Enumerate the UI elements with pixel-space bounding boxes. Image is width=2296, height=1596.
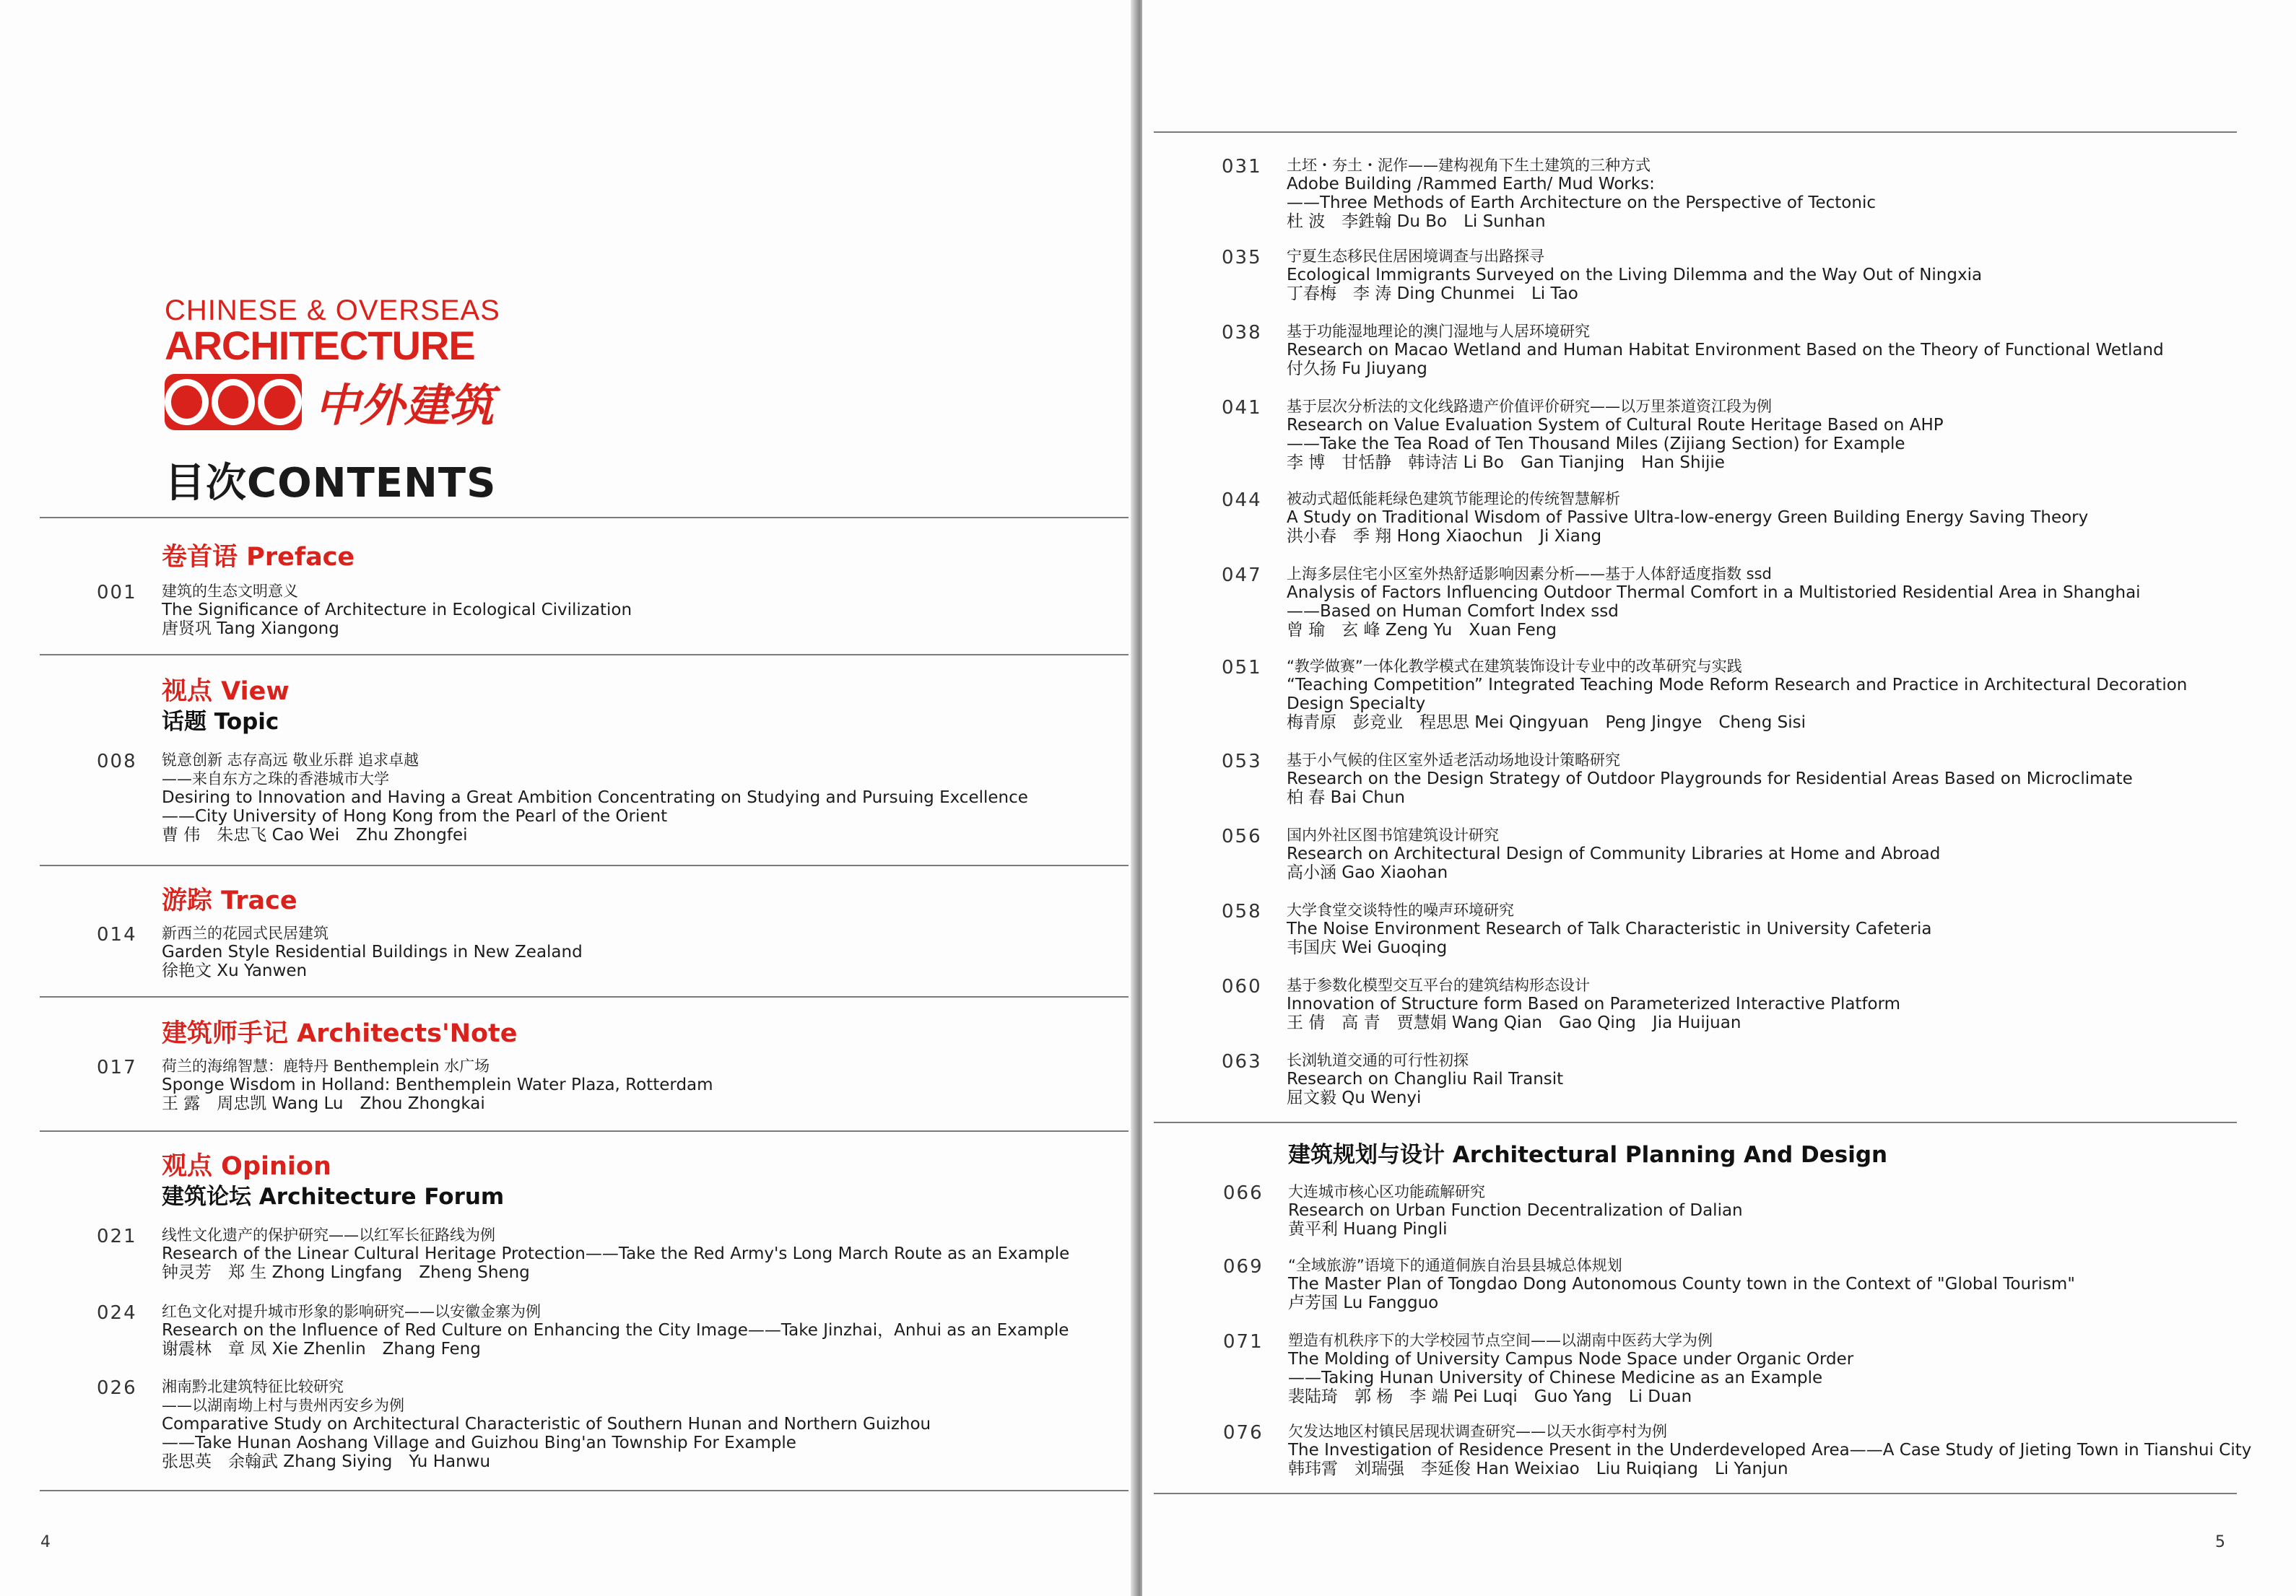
page-number: 031 (1222, 156, 1262, 178)
section-divider (40, 996, 1129, 998)
toc-entry[interactable] (97, 751, 1028, 845)
page-number: 035 (1222, 247, 1262, 269)
section-view (162, 676, 290, 736)
entry-title-en: Garden Style Residential Buildings in New Zealand (162, 943, 583, 961)
entry-title-cn: 塑造有机秩序下的大学校园节点空间——以湖南中医药大学为例 (1288, 1332, 1713, 1349)
page-number: 041 (1222, 397, 1262, 419)
toc-entry[interactable] (1222, 156, 1876, 231)
entry-title-en: Research of the Linear Cultural Heritage Protection——Take the Red Army's Long March Route as an Example (162, 1244, 1070, 1263)
page-number: 063 (1222, 1051, 1262, 1073)
entry-title-en: Research on the Design Strategy of Outdoor Playgrounds for Residential Areas Based on Microclimate (1287, 769, 2133, 788)
page-number: 058 (1222, 901, 1262, 923)
toc-entry[interactable] (1222, 901, 1932, 957)
entry-title-en: Ecological Immigrants Surveyed on the Living Dilemma and the Way Out of Ningxia (1287, 266, 1983, 284)
toc-entry[interactable] (1222, 397, 1944, 472)
toc-entry[interactable] (97, 924, 583, 980)
entry-authors: 王 露 周忠凯 Wang Lu Zhou Zhongkai (162, 1094, 485, 1113)
entry-subtitle-en: ——City University of Hong Kong from the Pearl of the Orient (162, 807, 668, 826)
toc-entry[interactable] (97, 1226, 1070, 1282)
entry-title-en: Analysis of Factors Influencing Outdoor Thermal Comfort in a Multistoried Residential Area in Shanghai (1287, 583, 2141, 602)
entry-subtitle-cn: ——来自东方之珠的香港城市大学 (162, 770, 389, 788)
toc-entry[interactable] (1222, 489, 2089, 546)
entry-title-cn: 基于层次分析法的文化线路遗产价值评价研究——以万里茶道资江段为例 (1287, 398, 1772, 415)
section-subtitle: 话题 Topic (162, 709, 279, 735)
page-number: 076 (1223, 1422, 1264, 1444)
coa-emblem-icon (165, 374, 302, 430)
page-number: 038 (1222, 322, 1262, 344)
entry-authors: 王 倩 高 青 贾慧娟 Wang Qian Gao Qing Jia Huijuan (1287, 1013, 1741, 1032)
entry-title-en: The Significance of Architecture in Ecological Civilization (162, 601, 632, 619)
page-number: 026 (97, 1377, 137, 1399)
entry-subtitle-en: ——Taking Hunan University of Chinese Medicine as an Example (1288, 1369, 1823, 1387)
entry-title-cn: 大学食堂交谈特性的噪声环境研究 (1287, 902, 1514, 919)
entry-title-cn: 长浏轨道交通的可行性初探 (1287, 1052, 1469, 1069)
entry-authors: 钟灵芳 郑 生 Zhong Lingfang Zheng Sheng (162, 1263, 530, 1282)
toc-entry[interactable] (1222, 1051, 1564, 1107)
entry-title-en: “Teaching Competition” Integrated Teaching Mode Reform Research and Practice in Architectural Decoration (1287, 676, 2188, 694)
entry-title-cn: 基于功能湿地理论的澳门湿地与人居环境研究 (1287, 323, 1590, 340)
entry-title-cn: 欠发达地区村镇民居现状调查研究——以天水街亭村为例 (1288, 1423, 1667, 1440)
entry-authors: 张思英 余翰武 Zhang Siying Yu Hanwu (162, 1452, 491, 1471)
toc-entry[interactable] (1223, 1182, 1743, 1239)
entry-title-cn: 锐意创新 志存高远 敬业乐群 追求卓越 (162, 751, 419, 769)
toc-entry[interactable] (97, 1377, 931, 1471)
entry-authors: 韩玮霄 刘瑞强 李延俊 Han Weixiao Liu Ruiqiang Li Yanjun (1288, 1460, 1788, 1478)
entry-title-en: Research on Urban Function Decentralization of Dalian (1288, 1201, 1743, 1220)
entry-title-en: Comparative Study on Architectural Characteristic of Southern Hunan and Northern Guizhou (162, 1415, 931, 1434)
entry-title-en: Innovation of Structure form Based on Parameterized Interactive Platform (1287, 995, 1901, 1013)
toc-entry[interactable] (1222, 976, 1901, 1032)
section-title: 卷首语 Preface (162, 543, 355, 572)
entry-subtitle-en: ——Take the Tea Road of Ten Thousand Miles (Zijiang Section) for Example (1287, 435, 1905, 453)
toc-entry[interactable] (1223, 1331, 1854, 1406)
page-number: 024 (97, 1302, 137, 1324)
page-folio-right: 5 (2215, 1533, 2225, 1551)
section-title: 建筑师手记 Architects'Note (162, 1019, 518, 1048)
toc-entry[interactable] (97, 1302, 1069, 1359)
entry-title-en: Research on Macao Wetland and Human Habitat Environment Based on the Theory of Functional Wetland (1287, 341, 2164, 359)
entry-subtitle-en: ——Three Methods of Earth Architecture on the Perspective of Tectonic (1287, 193, 1876, 212)
entry-subtitle-cn: ——以湖南坳上村与贵州丙安乡为例 (162, 1397, 404, 1414)
left-page (0, 0, 1135, 1596)
entry-authors: 黄平利 Huang Pingli (1288, 1220, 1448, 1239)
section-divider (1154, 131, 2237, 133)
entry-authors: 屈文毅 Qu Wenyi (1287, 1089, 1422, 1107)
section-opinion (162, 1151, 504, 1211)
page-number: 044 (1222, 489, 1262, 511)
page-number: 053 (1222, 751, 1262, 772)
entry-authors: 高小涵 Gao Xiaohan (1287, 863, 1448, 882)
entry-title-en: The Master Plan of Tongdao Dong Autonomous County town in the Context of "Global Tourism" (1288, 1275, 2075, 1294)
entry-title-cn: 土坯・夯土・泥作——建构视角下生土建筑的三种方式 (1287, 157, 1651, 174)
section-divider (40, 1130, 1129, 1132)
section-architects-note (162, 1018, 518, 1050)
entry-title-cn: 大连城市核心区功能疏解研究 (1288, 1183, 1485, 1200)
section-divider (40, 1490, 1129, 1491)
toc-entry[interactable] (97, 582, 632, 638)
entry-title-en: The Investigation of Residence Present in the Underdeveloped Area——A Case Study of Jieting Town in Tianshui City (1288, 1441, 2252, 1460)
section-title: 游踪 Trace (162, 886, 297, 915)
page-number: 014 (97, 924, 137, 946)
entry-authors: 杜 波 李鉎翰 Du Bo Li Sunhan (1287, 212, 1546, 231)
entry-title-en: A Study on Traditional Wisdom of Passive Ultra-low-energy Green Building Energy Saving Theory (1287, 508, 2089, 527)
toc-entry[interactable] (97, 1057, 713, 1113)
toc-entry[interactable] (1223, 1422, 2252, 1478)
page-number: 051 (1222, 657, 1262, 679)
entry-title-cn: 宁夏生态移民住居困境调查与出路探寻 (1287, 248, 1544, 265)
section-divider (1154, 1493, 2237, 1494)
entry-title-en: Sponge Wisdom in Holland: Benthemplein Water Plaza, Rotterdam (162, 1076, 713, 1094)
toc-entry[interactable] (1222, 322, 2164, 378)
entry-authors: 唐贤巩 Tang Xiangong (162, 619, 339, 638)
entry-title-en: Research on Value Evaluation System of Cultural Route Heritage Based on AHP (1287, 416, 1944, 435)
entry-title-cn: 线性文化遗产的保护研究——以红军长征路线为例 (162, 1226, 495, 1244)
entry-title-cn: 红色文化对提升城市形象的影响研究——以安徽金寨为例 (162, 1303, 541, 1320)
section-title: 观点 Opinion (162, 1152, 331, 1181)
entry-title-en-cont: Design Specialty (1287, 694, 1426, 713)
section-title: 建筑规划与设计 Architectural Planning And Design (1288, 1142, 1888, 1168)
entry-authors: 丁春梅 李 涛 Ding Chunmei Li Tao (1287, 284, 1578, 303)
entry-title-en: The Molding of University Campus Node Space under Organic Order (1288, 1350, 1854, 1369)
toc-entry[interactable] (1222, 826, 1941, 882)
entry-title-en: Desiring to Innovation and Having a Great Ambition Concentrating on Studying and Pursuing Excellence (162, 788, 1028, 807)
entry-authors: 谢震林 章 凤 Xie Zhenlin Zhang Feng (162, 1340, 481, 1359)
page-number: 060 (1222, 976, 1262, 998)
toc-entry[interactable] (1222, 751, 2133, 807)
entry-title-en: Research on the Influence of Red Culture on Enhancing the City Image——Take Jinzhai，Anhui as an Example (162, 1321, 1069, 1340)
page-number: 069 (1223, 1256, 1264, 1278)
section-preface (162, 541, 355, 573)
page-number: 056 (1222, 826, 1262, 847)
entry-authors: 韦国庆 Wei Guoqing (1287, 938, 1448, 957)
entry-title-en: Adobe Building /Rammed Earth/ Mud Works: (1287, 175, 1655, 193)
page-number: 017 (97, 1057, 137, 1078)
contents-heading: 目次CONTENTS (165, 460, 497, 507)
entry-title-cn: 新西兰的花园式民居建筑 (162, 925, 329, 942)
entry-authors: 曾 瑜 玄 峰 Zeng Yu Xuan Feng (1287, 621, 1557, 640)
section-divider (40, 865, 1129, 866)
section-divider (40, 517, 1129, 518)
logo-english-line1: CHINESE & OVERSEAS (165, 295, 500, 326)
page-number: 021 (97, 1226, 137, 1247)
page-folio-left: 4 (40, 1533, 51, 1551)
entry-authors: 柏 春 Bai Chun (1287, 788, 1405, 807)
entry-title-cn: 荷兰的海绵智慧：鹿特丹 Benthemplein 水广场 (162, 1058, 490, 1075)
page-number: 071 (1223, 1331, 1264, 1353)
toc-entry[interactable] (1222, 247, 1983, 303)
logo-english-line2: ARCHITECTURE (165, 323, 475, 368)
logo-chinese: 中外建筑 (315, 379, 495, 432)
entry-title-cn: 上海多层住宅小区室外热舒适影响因素分析——基于人体舒适度指数 ssd (1287, 565, 1772, 583)
entry-authors: 李 博 甘恬静 韩诗洁 Li Bo Gan Tianjing Han Shijie (1287, 453, 1725, 472)
entry-authors: 洪小春 季 翔 Hong Xiaochun Ji Xiang (1287, 527, 1602, 546)
entry-subtitle-en: ——Based on Human Comfort Index ssd (1287, 602, 1619, 621)
entry-title-cn: 基于小气候的住区室外适老活动场地设计策略研究 (1287, 751, 1620, 769)
entry-authors: 付久扬 Fu Jiuyang (1287, 359, 1427, 378)
entry-title-cn: 湘南黔北建筑特征比较研究 (162, 1378, 344, 1395)
entry-authors: 曹 伟 朱忠飞 Cao Wei Zhu Zhongfei (162, 826, 468, 845)
page-number: 001 (97, 582, 137, 603)
entry-title-cn: “教学做赛”一体化教学模式在建筑装饰设计专业中的改革研究与实践 (1287, 658, 1742, 675)
toc-entry[interactable] (1223, 1256, 2075, 1312)
toc-entry[interactable] (1222, 564, 2141, 640)
section-trace (162, 885, 297, 917)
entry-subtitle-en: ——Take Hunan Aoshang Village and Guizhou Bing'an Township For Example (162, 1434, 796, 1452)
page-number: 008 (97, 751, 137, 772)
page-number: 047 (1222, 564, 1262, 586)
entry-title-cn: 建筑的生态文明意义 (162, 583, 298, 600)
toc-entry[interactable] (1222, 657, 2188, 732)
entry-title-cn: 被动式超低能耗绿色建筑节能理论的传统智慧解析 (1287, 490, 1620, 507)
section-divider (40, 654, 1129, 655)
entry-title-en: The Noise Environment Research of Talk Characteristic in University Cafeteria (1287, 920, 1932, 938)
section-planning (1288, 1141, 1887, 1169)
section-subtitle: 建筑论坛 Architecture Forum (162, 1184, 505, 1210)
entry-title-en: Research on Architectural Design of Community Libraries at Home and Abroad (1287, 845, 1941, 863)
entry-authors: 徐艳文 Xu Yanwen (162, 961, 308, 980)
section-title: 视点 View (162, 677, 290, 706)
entry-title-cn: “全域旅游”语境下的通道侗族自治县县城总体规划 (1288, 1257, 1622, 1274)
entry-authors: 梅青原 彭竞业 程思思 Mei Qingyuan Peng Jingye Cheng Sisi (1287, 713, 1806, 732)
page-number: 066 (1223, 1182, 1264, 1204)
logo-mark (165, 370, 526, 434)
entry-title-en: Research on Changliu Rail Transit (1287, 1070, 1564, 1089)
entry-authors: 裴陆琦 郭 杨 李 端 Pei Luqi Guo Yang Li Duan (1288, 1387, 1692, 1406)
magazine-logo (165, 295, 526, 509)
entry-authors: 卢芳国 Lu Fangguo (1288, 1294, 1439, 1312)
entry-title-cn: 基于参数化模型交互平台的建筑结构形态设计 (1287, 977, 1590, 994)
entry-title-cn: 国内外社区图书馆建筑设计研究 (1287, 827, 1499, 844)
section-divider (1154, 1122, 2237, 1123)
